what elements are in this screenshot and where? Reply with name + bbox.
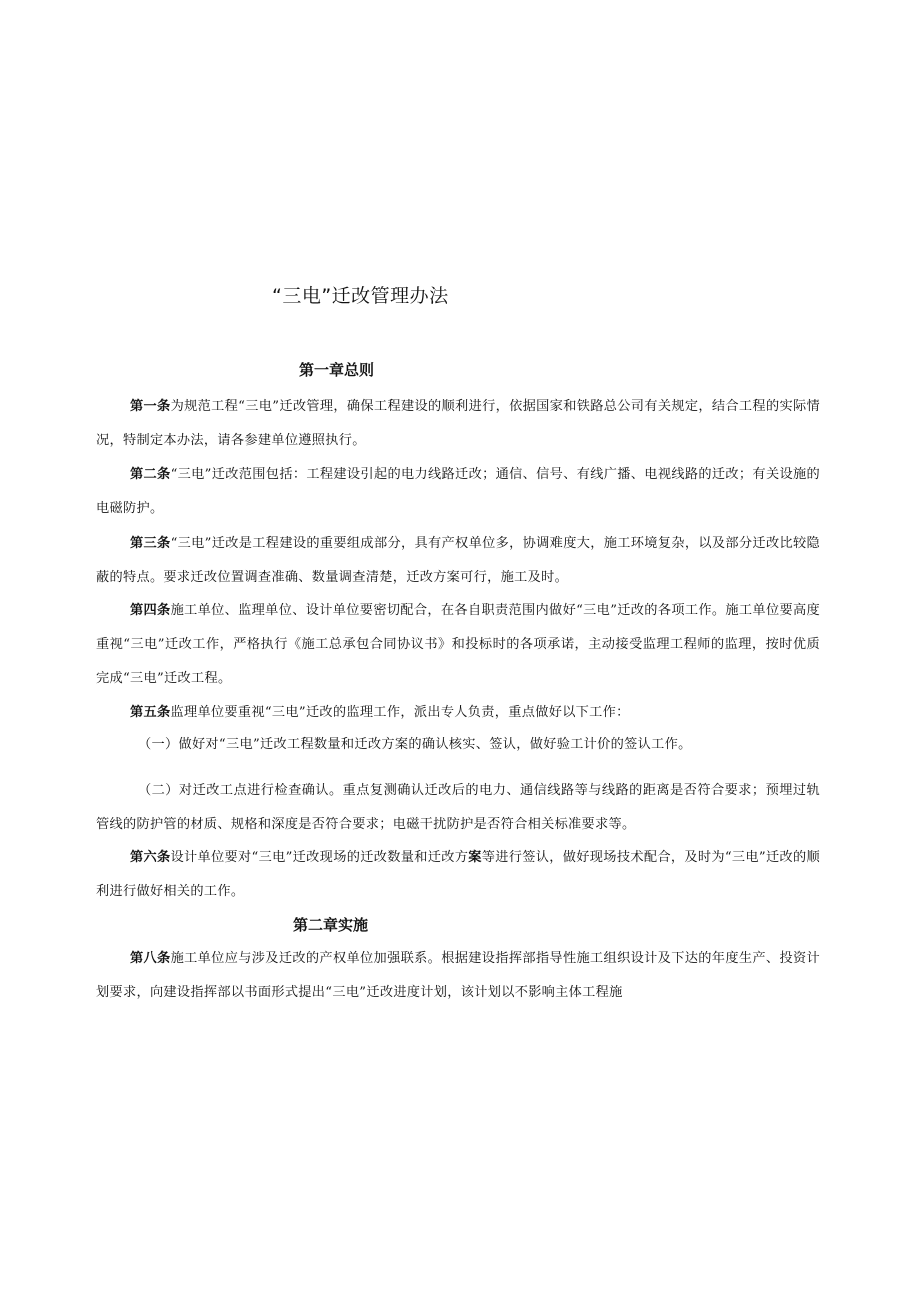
article-lead: 第一条 [130,399,171,414]
article-2 [96,458,820,526]
chapter-heading-1: 第一章总则 [299,361,375,379]
sub-item-1: （一）做好对“三电”迁改工程数量和迁改方案的确认核实、签认，做好验工计价的签认工作。 [138,737,692,752]
article-lead: 第八条 [130,951,171,966]
article-3 [96,527,820,595]
article-text: “三电”迁改范围包括：工程建设引起的电力线路迁改；通信、信号、有线广播、电视线路的迁改；有关设施的电磁防护。 [96,467,820,516]
article-lead: 第二条 [130,467,171,482]
article-4 [96,594,820,696]
article-1 [96,390,820,458]
article-text-a: 设计单位要对“三电”迁改现场的迁改数量和迁改方 [170,850,469,865]
article-lead: 第四条 [130,603,171,618]
article-6 [96,841,820,909]
article-8 [96,942,820,1010]
article-5 [96,696,820,730]
article-text-b: 等进行签认，做好现场技术配合，及时为“三电”迁改的顺利进行做好相关的工作。 [96,850,820,899]
chapter-heading-2: 第二章实施 [293,916,369,934]
document-title: “三电”迁改管理办法 [272,285,449,307]
article-text: 监理单位要重视“三电”迁改的监理工作，派出专人负责，重点做好以下工作： [170,705,630,720]
article-text: 施工单位应与涉及迁改的产权单位加强联系。根据建设指挥部指导性施工组织设计及下达的年度生产、投资计划要求，向建设指挥部以书面形式提出“三电”迁改进度计划，该计划以不影响主体工程施 [96,951,820,1000]
article-text-bold: 案 [468,850,482,865]
article-lead: 第六条 [130,850,171,865]
article-text: 为规范工程“三电”迁改管理，确保工程建设的顺利进行，依据国家和铁路总公司有关规定，结合工程的实际情况，特制定本办法，请各参建单位遵照执行。 [96,399,820,448]
sub-item-2: （二）对迁改工点进行检查确认。重点复测确认迁改后的电力、通信线路等与线路的距离是否符合要求；预埋过轨管线的防护管的材质、规格和深度是否符合要求；电磁干扰防护是否符合相关标准要求等。 [96,783,820,832]
article-text: “三电”迁改是工程建设的重要组成部分，具有产权单位多，协调难度大，施工环境复杂，以及部分迁改比较隐蔽的特点。要求迁改位置调查准确、数量调查清楚，迁改方案可行，施工及时。 [96,536,820,585]
article-lead: 第三条 [130,536,171,551]
article-text: 施工单位、监理单位、设计单位要密切配合，在各自职责范围内做好“三电”迁改的各项工作。施工单位要高度重视“三电”迁改工作，严格执行《施工总承包合同协议书》和投标时的各项承诺，主动接受监理工程师的监理，按时优质完成“三电”迁改工程。 [96,603,820,686]
article-lead: 第五条 [130,705,171,720]
